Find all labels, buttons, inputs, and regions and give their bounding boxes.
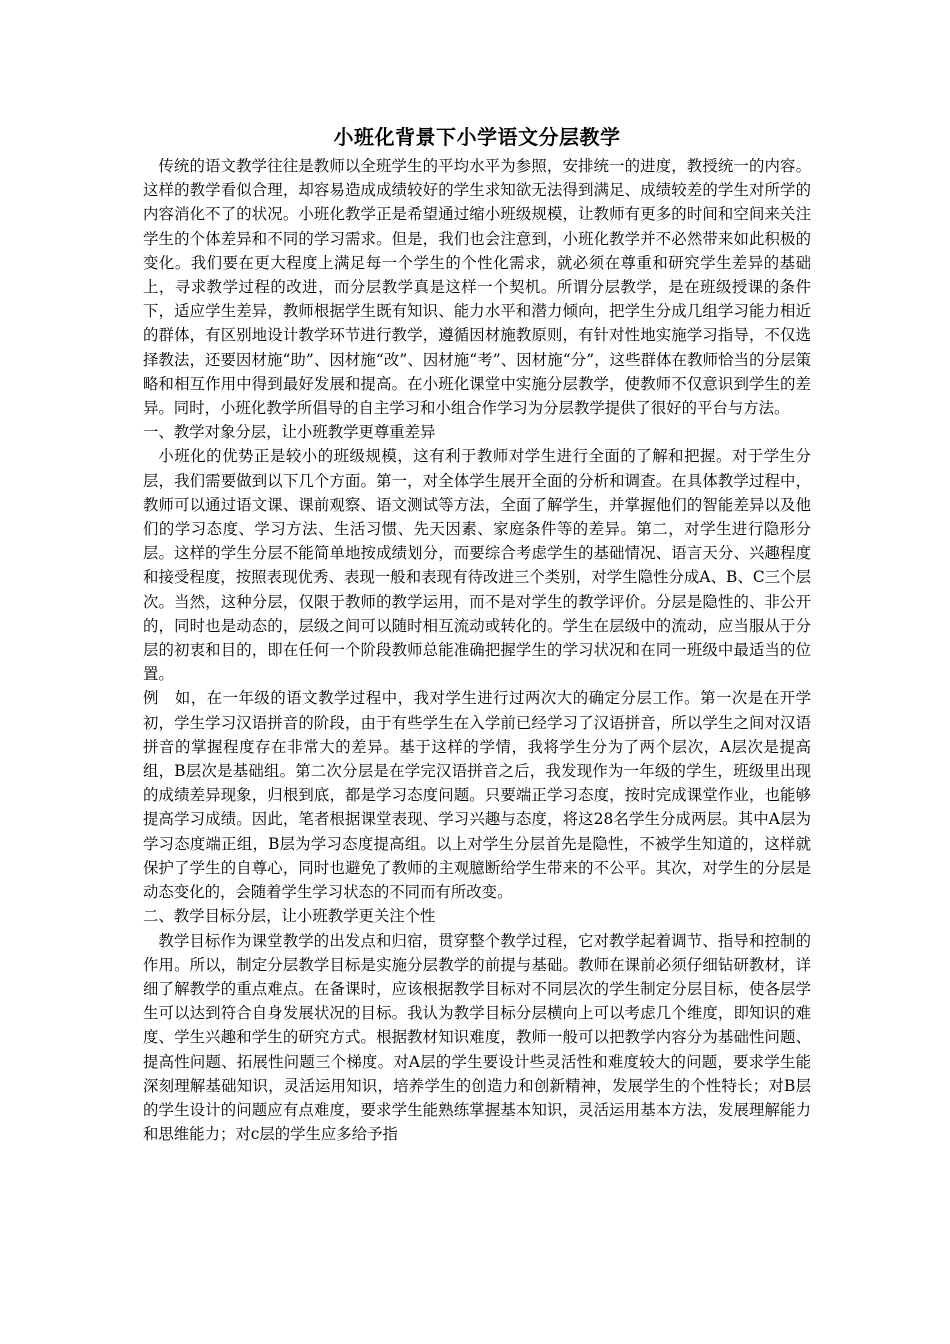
- paragraph-example: 例 如，在一年级的语文教学过程中，我对学生进行过两次大的确定分层工作。第一次是在开学初，学生学习汉语拼音的阶段，由于有些学生在入学前已经学习了汉语拼音，所以学生之间对汉语拼音的掌握程度存在非常大的差异。基于这样的学情，我将学生分为了两个层次，A层次是提高组，B层次是基础组。第二次分层是在学完汉语拼音之后，我发现作为一年级的学生，班级里出现的成绩差异现象，归根到底，都是学习态度问题。只要端正学习态度，按时完成课堂作业，也能够提高学习成绩。因此，笔者根据课堂表现、学习兴趣与态度，将这28名学生分成两层。其中A层为学习态度端正组，B层为学习态度提高组。以上对学生分层首先是隐性，不被学生知道的，这样就保护了学生的自尊心，同时也避免了教师的主观臆断给学生带来的不公平。其次，对学生的分层是动态变化的，会随着学生学习状态的不同而有所改变。: [143, 689, 811, 902]
- document-page: [143, 120, 811, 1146]
- document-title: 小班化背景下小学语文分层教学: [333, 125, 621, 149]
- paragraph-section-2: 教学目标作为课堂教学的出发点和归宿，贯穿整个教学过程，它对教学起着调节、指导和控制的作用。所以，制定分层教学目标是实施分层教学的前提与基础。教师在课前必须仔细钻研教材，详细了解教学的重点难点。在备课时，应该根据教学目标对不同层次的学生制定分层目标，使各层学生可以达到符合自身发展状况的目标。我认为教学目标分层横向上可以考虑几个维度，即知识的难度、学生兴趣和学生的研究方式。根据教材知识难度，教师一般可以把教学内容分为基础性问题、提高性问题、拓展性问题三个梯度。对A层的学生要设计些灵活性和难度较大的问题，要求学生能深刻理解基础知识，灵活运用知识，培养学生的创造力和创新精神，发展学生的个性特长；对B层的学生设计的问题应有点难度，要求学生能熟练掌握基本知识，灵活运用基本方法，发展理解能力和思维能力；对c层的学生应多给予指: [143, 931, 811, 1144]
- section-heading-1: 一、教学对象分层，让小班教学更尊重差异: [143, 423, 436, 442]
- paragraph-intro: 传统的语文教学往往是教师以全班学生的平均水平为参照，安排统一的进度，教授统一的内容。这样的教学看似合理，却容易造成成绩较好的学生求知欲无法得到满足、成绩较差的学生对所学的内容消化不了的状况。小班化教学正是希望通过缩小班级规模，让教师有更多的时间和空间来关注学生的个体差异和不同的学习需求。但是，我们也会注意到，小班化教学并不必然带来如此积极的变化。我们要在更大程度上满足每一个学生的个性化需求，就必须在尊重和研究学生差异的基础上，寻求教学过程的改进，而分层教学真是这样一个契机。所谓分层教学，是在班级授课的条件下，适应学生差异，教师根据学生既有知识、能力水平和潜力倾向，把学生分成几组学习能力相近的群体，有区别地设计教学环节进行教学，遵循因材施教原则，有针对性地实施学习指导，不仅选择教法，还要因材施“助”、因材施“改”、因材施“考”、因材施“分”，这些群体在教师恰当的分层策略和相互作用中得到最好发展和提高。在小班化课堂中实施分层教学，使教师不仅意识到学生的差异。同时，小班化教学所倡导的自主学习和小组合作学习为分层教学提供了很好的平台与方法。: [143, 157, 811, 418]
- paragraph-section-1: 小班化的优势正是较小的班级规模，这有利于教师对学生进行全面的了解和把握。对于学生分层，我们需要做到以下几个方面。第一，对全体学生展开全面的分析和调查。在具体教学过程中，教师可以通过语文课、课前观察、语文测试等方法，全面了解学生，并掌握他们的智能差异以及他们的学习态度、学习方法、生活习惯、先天因素、家庭条件等的差异。第二，对学生进行隐形分层。这样的学生分层不能简单地按成绩划分，而要综合考虑学生的基础情况、语言天分、兴趣程度和接受程度，按照表现优秀、表现一般和表现有待改进三个类别，对学生隐性分成A、B、C三个层次。当然，这种分层，仅限于教师的教学运用，而不是对学生的教学评价。分层是隐性的、非公开的，同时也是动态的，层级之间可以随时相互流动或转化的。学生在层级中的流动，应当服从于分层的初衷和目的，即在任何一个阶段教师总能准确把握学生的学习状况和在同一班级中最适当的位置。: [143, 447, 811, 684]
- section-heading-2: 二、教学目标分层，让小班教学更关注个性: [143, 907, 436, 926]
